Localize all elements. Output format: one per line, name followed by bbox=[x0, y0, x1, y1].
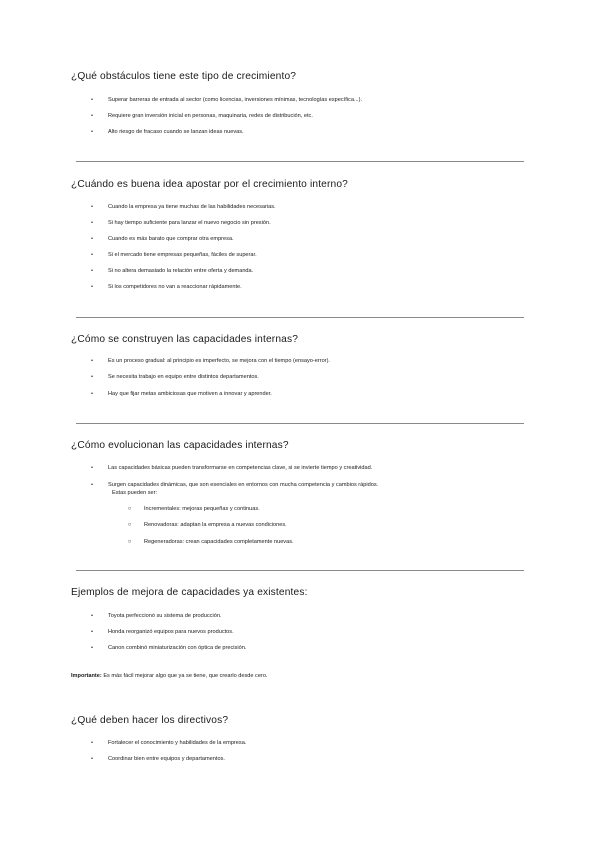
list-item: • Requiere gran inversión inicial en personas, maquinaria, redes de distribución, etc. bbox=[91, 113, 313, 119]
list-item: • Se necesita trabajo en equipo entre distintos departamentos. bbox=[91, 374, 259, 380]
bullet-icon: • bbox=[91, 465, 93, 471]
bullet-icon: • bbox=[91, 268, 93, 274]
note-text: Es más fácil mejorar algo que ya se tiene, que crearlo desde cero. bbox=[101, 673, 268, 679]
hollow-bullet-icon: ○ bbox=[127, 539, 132, 545]
list-item: • Honda reorganizó equipos para nuevos productos. bbox=[91, 629, 234, 635]
list-item: • Coordinar bien entre equipos y departamentos. bbox=[91, 756, 225, 762]
list-item-continuation: Estas pueden ser: bbox=[112, 490, 158, 496]
bullet-icon: • bbox=[91, 374, 93, 380]
section-divider bbox=[76, 423, 524, 424]
bullet-icon: • bbox=[91, 645, 93, 651]
list-item: • Es un proceso gradual: al principio es imperfecto, se mejora con el tiempo (ensayo-error). bbox=[91, 358, 330, 364]
bullet-icon: • bbox=[91, 740, 93, 746]
bullet-icon: • bbox=[91, 613, 93, 619]
bullet-icon: • bbox=[91, 236, 93, 242]
sub-list-item: ○ Incrementales: mejoras pequeñas y continuas. bbox=[127, 506, 260, 512]
section-1-title: ¿Qué obstáculos tiene este tipo de crecimiento? bbox=[71, 71, 297, 82]
list-item: • Si no altera demasiado la relación entre oferta y demanda. bbox=[91, 268, 254, 274]
section-4-title: ¿Cómo evolucionan las capacidades internas? bbox=[71, 440, 289, 451]
bullet-icon: • bbox=[91, 204, 93, 210]
list-item: • Si los competidores no van a reaccionar rápidamente. bbox=[91, 284, 242, 290]
bullet-icon: • bbox=[91, 391, 93, 397]
bullet-icon: • bbox=[91, 756, 93, 762]
list-item: • Toyota perfeccionó su sistema de producción. bbox=[91, 613, 222, 619]
list-item: • Si el mercado tiene empresas pequeñas, fáciles de superar. bbox=[91, 252, 257, 258]
hollow-bullet-icon: ○ bbox=[127, 522, 132, 528]
list-item: • Cuando es más barato que comprar otra empresa. bbox=[91, 236, 234, 242]
section-3-title: ¿Cómo se construyen las capacidades internas? bbox=[71, 334, 299, 345]
note-label: Importante: bbox=[71, 673, 102, 679]
section-2-title: ¿Cuándo es buena idea apostar por el crecimiento interno? bbox=[71, 179, 348, 190]
bullet-icon: • bbox=[91, 97, 93, 103]
section-6-title: ¿Qué deben hacer los directivos? bbox=[71, 715, 229, 726]
section-divider bbox=[76, 317, 524, 318]
bullet-icon: • bbox=[91, 252, 93, 258]
bullet-icon: • bbox=[91, 358, 93, 364]
list-item: • Cuando la empresa ya tiene muchas de las habilidades necesarias. bbox=[91, 204, 276, 210]
hollow-bullet-icon: ○ bbox=[127, 506, 132, 512]
list-item: • Surgen capacidades dinámicas, que son esenciales en entornos con mucha competencia y cambios rápidos. bbox=[91, 482, 379, 488]
bullet-icon: • bbox=[91, 284, 93, 290]
list-item: • Si hay tiempo suficiente para lanzar el nuevo negocio sin presión. bbox=[91, 220, 271, 226]
section-divider bbox=[76, 570, 524, 571]
list-item: • Las capacidades básicas pueden transformarse en competencias clave, si se invierte tiempo y creatividad. bbox=[91, 465, 373, 471]
sub-list-item: ○ Regeneradoras: crean capacidades completamente nuevas. bbox=[127, 539, 294, 545]
section-5-title: Ejemplos de mejora de capacidades ya existentes: bbox=[71, 587, 308, 598]
list-item: • Hay que fijar metas ambiciosas que motiven a innovar y aprender. bbox=[91, 391, 272, 397]
list-item: • Canon combinó miniaturización con óptica de precisión. bbox=[91, 645, 247, 651]
important-note bbox=[71, 671, 268, 681]
bullet-icon: • bbox=[91, 129, 93, 135]
bullet-icon: • bbox=[91, 482, 93, 488]
list-item: • Alto riesgo de fracaso cuando se lanzan ideas nuevas. bbox=[91, 129, 244, 135]
bullet-icon: • bbox=[91, 220, 93, 226]
list-item: • Superar barreras de entrada al sector (como licencias, inversiones mínimas, tecnologías específica...). bbox=[91, 97, 363, 103]
sub-list-item: ○ Renovadoras: adaptan la empresa a nuevas condiciones. bbox=[127, 522, 287, 528]
bullet-icon: • bbox=[91, 113, 93, 119]
list-item: • Fortalecer el conocimiento y habilidades de la empresa. bbox=[91, 740, 247, 746]
bullet-icon: • bbox=[91, 629, 93, 635]
section-divider bbox=[76, 161, 524, 162]
